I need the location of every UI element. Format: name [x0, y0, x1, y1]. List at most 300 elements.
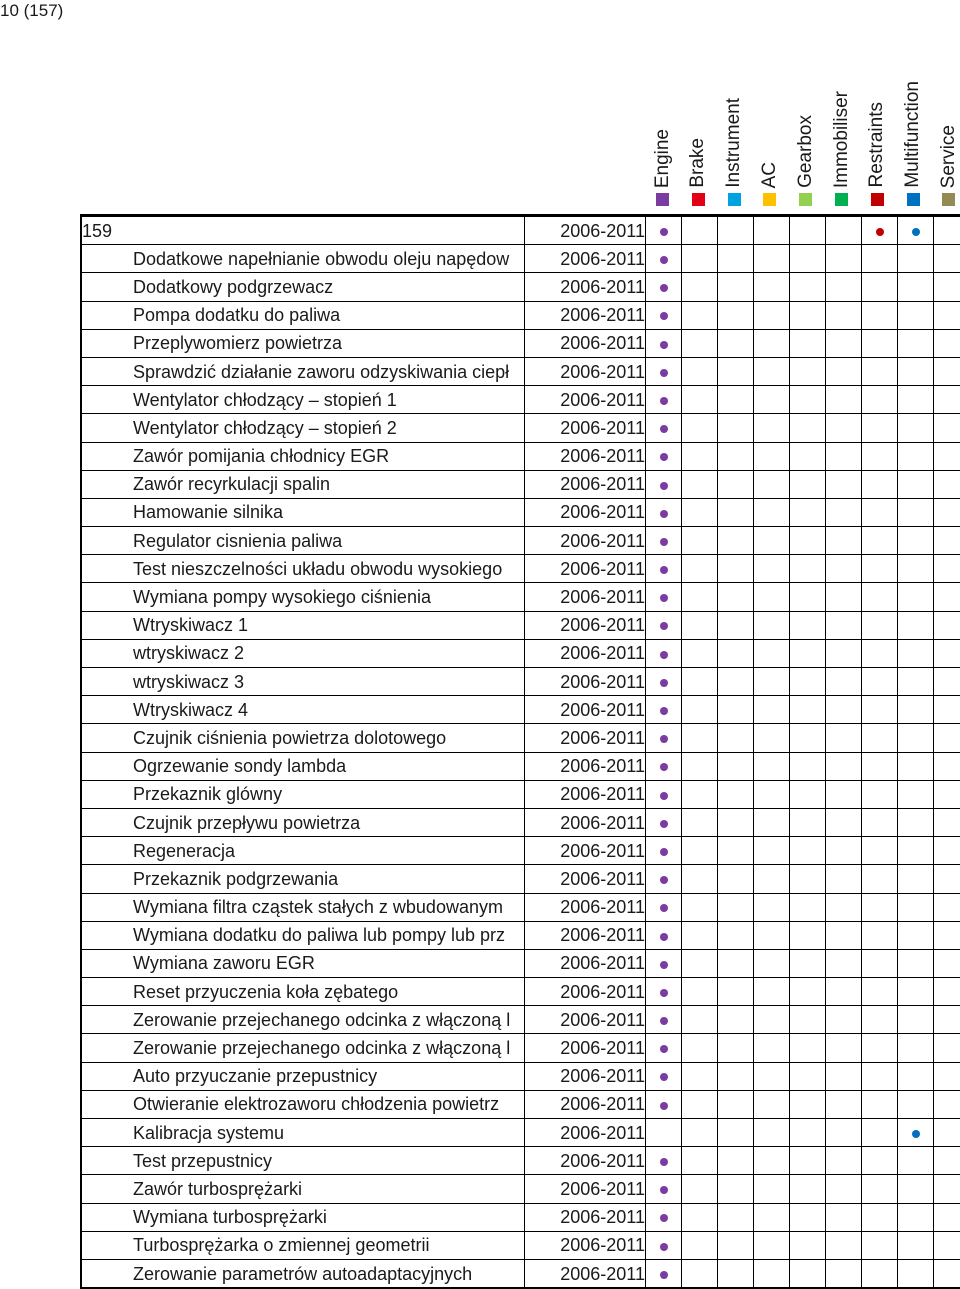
- cell-engine: [646, 1034, 682, 1062]
- function-name: Przeplywomierz powietrza: [81, 329, 525, 357]
- cell-multifunction: [898, 611, 934, 639]
- cell-service: [934, 442, 960, 470]
- cell-gearbox: [790, 837, 826, 865]
- support-dot-engine: [660, 707, 668, 715]
- function-name: Auto przyuczanie przepustnicy: [81, 1062, 525, 1090]
- cell-immobiliser: [826, 1062, 862, 1090]
- cell-ac: [754, 865, 790, 893]
- cell-service: [934, 865, 960, 893]
- table-row: [81, 921, 960, 949]
- cell-engine: [646, 639, 682, 667]
- cell-ac: [754, 724, 790, 752]
- year-range: 2006-2011: [525, 329, 646, 357]
- cell-ac: [754, 696, 790, 724]
- support-dot-engine: [660, 876, 668, 884]
- support-dot-engine: [660, 622, 668, 630]
- cell-immobiliser: [826, 978, 862, 1006]
- cell-restraints: [862, 978, 898, 1006]
- cell-engine: [646, 1062, 682, 1090]
- year-range: 2006-2011: [525, 1090, 646, 1118]
- cell-multifunction: [898, 639, 934, 667]
- cell-brake: [682, 696, 718, 724]
- table-row: [81, 611, 960, 639]
- cell-multifunction: [898, 301, 934, 329]
- cell-gearbox: [790, 752, 826, 780]
- year-range: 2006-2011: [525, 780, 646, 808]
- cell-restraints: [862, 893, 898, 921]
- year-range: 2006-2011: [525, 611, 646, 639]
- column-swatch-brake: [692, 193, 705, 206]
- cell-brake: [682, 1090, 718, 1118]
- column-label-brake: Brake: [688, 138, 708, 188]
- function-name: wtryskiwacz 3: [81, 668, 525, 696]
- cell-gearbox: [790, 780, 826, 808]
- cell-brake: [682, 949, 718, 977]
- cell-service: [934, 780, 960, 808]
- cell-multifunction: [898, 724, 934, 752]
- support-dot-restraints: [876, 228, 884, 236]
- year-range: 2006-2011: [525, 498, 646, 526]
- cell-brake: [682, 386, 718, 414]
- cell-restraints: [862, 442, 898, 470]
- cell-ac: [754, 357, 790, 385]
- cell-service: [934, 668, 960, 696]
- cell-engine: [646, 301, 682, 329]
- support-dot-engine: [660, 256, 668, 264]
- cell-immobiliser: [826, 301, 862, 329]
- cell-immobiliser: [826, 949, 862, 977]
- cell-gearbox: [790, 921, 826, 949]
- column-swatch-service: [942, 193, 955, 206]
- cell-multifunction: [898, 470, 934, 498]
- cell-immobiliser: [826, 1034, 862, 1062]
- cell-restraints: [862, 357, 898, 385]
- year-range: 2006-2011: [525, 724, 646, 752]
- column-header-restraints: [860, 56, 895, 198]
- cell-brake: [682, 245, 718, 273]
- cell-instrument: [718, 696, 754, 724]
- column-label-restraints: Restraints: [867, 102, 887, 188]
- cell-engine: [646, 498, 682, 526]
- support-dot-engine: [660, 1073, 668, 1081]
- column-header-brake: [681, 56, 716, 198]
- table-row: [81, 978, 960, 1006]
- cell-instrument: [718, 273, 754, 301]
- year-range: 2006-2011: [525, 808, 646, 836]
- cell-restraints: [862, 1062, 898, 1090]
- cell-brake: [682, 357, 718, 385]
- table-row: [81, 1231, 960, 1259]
- function-name: Przekaznik podgrzewania: [81, 865, 525, 893]
- cell-gearbox: [790, 611, 826, 639]
- function-name: Zawór turbosprężarki: [81, 1175, 525, 1203]
- function-name: Dodatkowy podgrzewacz: [81, 273, 525, 301]
- cell-multifunction: [898, 386, 934, 414]
- cell-engine: [646, 1259, 682, 1288]
- cell-service: [934, 1147, 960, 1175]
- table-row: [81, 1147, 960, 1175]
- cell-gearbox: [790, 357, 826, 385]
- cell-immobiliser: [826, 808, 862, 836]
- cell-gearbox: [790, 273, 826, 301]
- cell-ac: [754, 1175, 790, 1203]
- cell-engine: [646, 1147, 682, 1175]
- cell-instrument: [718, 1175, 754, 1203]
- support-dot-engine: [660, 1186, 668, 1194]
- table-row: [81, 583, 960, 611]
- column-header-immobiliser: [824, 56, 859, 198]
- cell-immobiliser: [826, 329, 862, 357]
- cell-gearbox: [790, 724, 826, 752]
- cell-service: [934, 639, 960, 667]
- year-range: 2006-2011: [525, 301, 646, 329]
- cell-immobiliser: [826, 470, 862, 498]
- cell-multifunction: [898, 357, 934, 385]
- cell-engine: [646, 724, 682, 752]
- function-name: Wymiana turbosprężarki: [81, 1203, 525, 1231]
- column-swatch-restraints: [871, 193, 884, 206]
- cell-service: [934, 1203, 960, 1231]
- cell-immobiliser: [826, 696, 862, 724]
- cell-instrument: [718, 1203, 754, 1231]
- column-header-ac: [752, 56, 787, 198]
- table-row: [81, 301, 960, 329]
- cell-ac: [754, 611, 790, 639]
- cell-brake: [682, 668, 718, 696]
- year-range: 2006-2011: [525, 865, 646, 893]
- support-dot-engine: [660, 1102, 668, 1110]
- cell-instrument: [718, 837, 754, 865]
- cell-immobiliser: [826, 583, 862, 611]
- cell-multifunction: [898, 498, 934, 526]
- cell-brake: [682, 752, 718, 780]
- column-label-gearbox: Gearbox: [796, 115, 816, 188]
- cell-engine: [646, 949, 682, 977]
- cell-ac: [754, 498, 790, 526]
- cell-restraints: [862, 273, 898, 301]
- function-name: Wymiana pompy wysokiego ciśnienia: [81, 583, 525, 611]
- table-row: [81, 808, 960, 836]
- cell-instrument: [718, 1259, 754, 1288]
- support-dot-engine: [660, 1158, 668, 1166]
- cell-instrument: [718, 1147, 754, 1175]
- function-name: Zerowanie przejechanego odcinka z włączoną l: [81, 1006, 525, 1034]
- cell-service: [934, 301, 960, 329]
- support-dot-engine: [660, 989, 668, 997]
- year-range: 2006-2011: [525, 470, 646, 498]
- cell-gearbox: [790, 1147, 826, 1175]
- cell-restraints: [862, 386, 898, 414]
- cell-immobiliser: [826, 752, 862, 780]
- column-label-multifunction: Multifunction: [903, 81, 923, 188]
- function-name: Wtryskiwacz 4: [81, 696, 525, 724]
- cell-ac: [754, 245, 790, 273]
- cell-service: [934, 837, 960, 865]
- cell-brake: [682, 1175, 718, 1203]
- cell-gearbox: [790, 1062, 826, 1090]
- table-row: [81, 329, 960, 357]
- column-label-immobiliser: Immobiliser: [832, 91, 852, 188]
- cell-brake: [682, 1006, 718, 1034]
- year-range: 2006-2011: [525, 583, 646, 611]
- year-range: 2006-2011: [525, 555, 646, 583]
- cell-service: [934, 1034, 960, 1062]
- cell-restraints: [862, 1203, 898, 1231]
- cell-gearbox: [790, 1203, 826, 1231]
- cell-gearbox: [790, 470, 826, 498]
- cell-brake: [682, 583, 718, 611]
- cell-brake: [682, 1147, 718, 1175]
- cell-multifunction: [898, 808, 934, 836]
- cell-engine: [646, 893, 682, 921]
- table-row: [81, 1006, 960, 1034]
- table-row: [81, 1062, 960, 1090]
- cell-gearbox: [790, 978, 826, 1006]
- cell-restraints: [862, 611, 898, 639]
- table-row: [81, 724, 960, 752]
- cell-multifunction: [898, 893, 934, 921]
- cell-ac: [754, 1147, 790, 1175]
- cell-ac: [754, 386, 790, 414]
- function-name: Pompa dodatku do paliwa: [81, 301, 525, 329]
- function-name: Zerowanie przejechanego odcinka z włączoną l: [81, 1034, 525, 1062]
- cell-instrument: [718, 386, 754, 414]
- year-range: 2006-2011: [525, 273, 646, 301]
- cell-immobiliser: [826, 1259, 862, 1288]
- cell-engine: [646, 611, 682, 639]
- cell-restraints: [862, 921, 898, 949]
- function-name: Ogrzewanie sondy lambda: [81, 752, 525, 780]
- cell-immobiliser: [826, 893, 862, 921]
- function-name: Otwieranie elektrozaworu chłodzenia powietrz: [81, 1090, 525, 1118]
- cell-service: [934, 893, 960, 921]
- cell-restraints: [862, 1119, 898, 1147]
- function-name: Wymiana dodatku do paliwa lub pompy lub prz: [81, 921, 525, 949]
- cell-engine: [646, 527, 682, 555]
- cell-multifunction: [898, 1034, 934, 1062]
- cell-instrument: [718, 752, 754, 780]
- cell-gearbox: [790, 696, 826, 724]
- cell-engine: [646, 1203, 682, 1231]
- support-dot-engine: [660, 425, 668, 433]
- cell-service: [934, 611, 960, 639]
- cell-ac: [754, 668, 790, 696]
- cell-engine: [646, 1231, 682, 1259]
- cell-immobiliser: [826, 527, 862, 555]
- table-row: [81, 470, 960, 498]
- support-dot-engine: [660, 1017, 668, 1025]
- cell-restraints: [862, 329, 898, 357]
- cell-restraints: [862, 1090, 898, 1118]
- function-name: Wentylator chłodzący – stopień 2: [81, 414, 525, 442]
- cell-restraints: [862, 865, 898, 893]
- year-range: 2006-2011: [525, 386, 646, 414]
- cell-engine: [646, 696, 682, 724]
- function-name: Turbosprężarka o zmiennej geometrii: [81, 1231, 525, 1259]
- cell-multifunction: [898, 527, 934, 555]
- cell-service: [934, 470, 960, 498]
- cell-service: [934, 724, 960, 752]
- support-dot-engine: [660, 820, 668, 828]
- function-name: wtryskiwacz 2: [81, 639, 525, 667]
- table-row: [81, 668, 960, 696]
- cell-gearbox: [790, 245, 826, 273]
- cell-ac: [754, 949, 790, 977]
- cell-ac: [754, 1090, 790, 1118]
- cell-ac: [754, 780, 790, 808]
- cell-ac: [754, 1006, 790, 1034]
- cell-immobiliser: [826, 1175, 862, 1203]
- cell-ac: [754, 470, 790, 498]
- cell-ac: [754, 1062, 790, 1090]
- cell-instrument: [718, 724, 754, 752]
- cell-immobiliser: [826, 357, 862, 385]
- table-row: [81, 1034, 960, 1062]
- support-dot-engine: [660, 341, 668, 349]
- year-range: 2006-2011: [525, 921, 646, 949]
- year-range: 2006-2011: [525, 527, 646, 555]
- table-row: [81, 216, 960, 245]
- support-dot-engine: [660, 594, 668, 602]
- cell-restraints: [862, 527, 898, 555]
- year-range: 2006-2011: [525, 1062, 646, 1090]
- year-range: 2006-2011: [525, 1175, 646, 1203]
- table-row: [81, 414, 960, 442]
- cell-multifunction: [898, 921, 934, 949]
- column-header-multifunction: [896, 56, 931, 198]
- cell-instrument: [718, 245, 754, 273]
- table-row: [81, 555, 960, 583]
- cell-immobiliser: [826, 273, 862, 301]
- cell-restraints: [862, 724, 898, 752]
- cell-multifunction: [898, 1062, 934, 1090]
- cell-restraints: [862, 498, 898, 526]
- cell-service: [934, 498, 960, 526]
- cell-engine: [646, 273, 682, 301]
- cell-gearbox: [790, 1119, 826, 1147]
- cell-multifunction: [898, 1259, 934, 1288]
- cell-ac: [754, 921, 790, 949]
- cell-immobiliser: [826, 1119, 862, 1147]
- cell-brake: [682, 724, 718, 752]
- cell-ac: [754, 1034, 790, 1062]
- cell-engine: [646, 780, 682, 808]
- cell-engine: [646, 978, 682, 1006]
- cell-service: [934, 1231, 960, 1259]
- cell-instrument: [718, 414, 754, 442]
- year-range: 2006-2011: [525, 696, 646, 724]
- cell-immobiliser: [826, 245, 862, 273]
- cell-immobiliser: [826, 921, 862, 949]
- cell-gearbox: [790, 583, 826, 611]
- function-name: Zawór recyrkulacji spalin: [81, 470, 525, 498]
- cell-multifunction: [898, 1203, 934, 1231]
- cell-gearbox: [790, 1006, 826, 1034]
- cell-immobiliser: [826, 216, 862, 245]
- cell-restraints: [862, 301, 898, 329]
- cell-instrument: [718, 470, 754, 498]
- year-range: 2006-2011: [525, 639, 646, 667]
- cell-instrument: [718, 978, 754, 1006]
- cell-restraints: [862, 555, 898, 583]
- cell-multifunction: [898, 1147, 934, 1175]
- table-row: [81, 386, 960, 414]
- cell-multifunction: [898, 865, 934, 893]
- cell-multifunction: [898, 837, 934, 865]
- table-row: [81, 442, 960, 470]
- cell-service: [934, 273, 960, 301]
- cell-ac: [754, 301, 790, 329]
- cell-service: [934, 1119, 960, 1147]
- cell-service: [934, 583, 960, 611]
- cell-gearbox: [790, 442, 826, 470]
- cell-instrument: [718, 1034, 754, 1062]
- cell-restraints: [862, 696, 898, 724]
- cell-instrument: [718, 442, 754, 470]
- year-range: 2006-2011: [525, 1231, 646, 1259]
- year-range: 2006-2011: [525, 414, 646, 442]
- cell-restraints: [862, 245, 898, 273]
- cell-engine: [646, 442, 682, 470]
- cell-immobiliser: [826, 1231, 862, 1259]
- year-range: 2006-2011: [525, 1006, 646, 1034]
- cell-restraints: [862, 808, 898, 836]
- cell-multifunction: [898, 780, 934, 808]
- table-row: [81, 780, 960, 808]
- cell-gearbox: [790, 639, 826, 667]
- support-dot-engine: [660, 1243, 668, 1251]
- function-name: Wtryskiwacz 1: [81, 611, 525, 639]
- cell-instrument: [718, 555, 754, 583]
- cell-ac: [754, 808, 790, 836]
- function-name: Reset przyuczenia koła zębatego: [81, 978, 525, 1006]
- column-header-engine: [645, 56, 680, 198]
- cell-instrument: [718, 301, 754, 329]
- cell-multifunction: [898, 329, 934, 357]
- page-number: 10 (157): [0, 0, 63, 22]
- support-dot-engine: [660, 679, 668, 687]
- cell-service: [934, 1006, 960, 1034]
- cell-instrument: [718, 921, 754, 949]
- cell-immobiliser: [826, 1090, 862, 1118]
- cell-brake: [682, 273, 718, 301]
- year-range: 2006-2011: [525, 949, 646, 977]
- cell-service: [934, 555, 960, 583]
- cell-service: [934, 949, 960, 977]
- cell-ac: [754, 414, 790, 442]
- cell-service: [934, 808, 960, 836]
- cell-multifunction: [898, 442, 934, 470]
- cell-gearbox: [790, 329, 826, 357]
- table-row: [81, 1175, 960, 1203]
- table-row: [81, 245, 960, 273]
- table-row: [81, 527, 960, 555]
- cell-instrument: [718, 893, 754, 921]
- cell-brake: [682, 1203, 718, 1231]
- cell-gearbox: [790, 808, 826, 836]
- cell-multifunction: [898, 414, 934, 442]
- cell-restraints: [862, 1147, 898, 1175]
- cell-multifunction: [898, 555, 934, 583]
- cell-ac: [754, 893, 790, 921]
- cell-multifunction: [898, 216, 934, 245]
- support-dot-engine: [660, 312, 668, 320]
- cell-instrument: [718, 780, 754, 808]
- cell-engine: [646, 216, 682, 245]
- cell-instrument: [718, 949, 754, 977]
- cell-engine: [646, 1006, 682, 1034]
- cell-instrument: [718, 498, 754, 526]
